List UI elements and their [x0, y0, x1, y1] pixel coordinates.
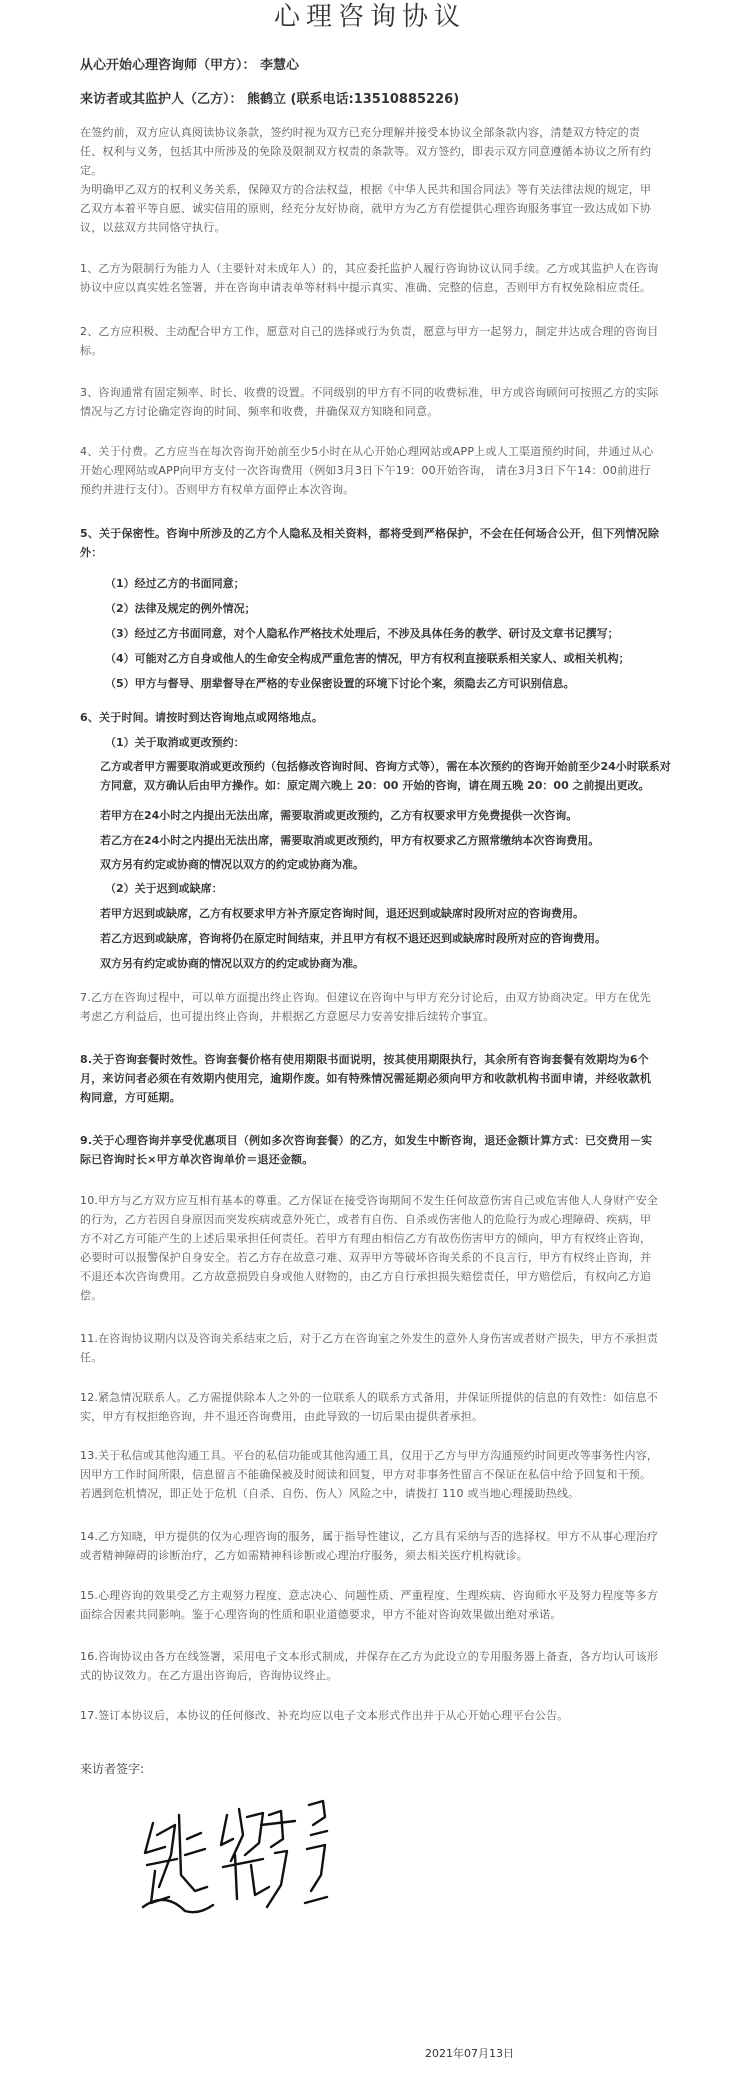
document-title: 心理咨询协议: [273, 2, 466, 32]
handwritten-signature: [135, 1795, 335, 1929]
confidentiality-item: （3）经过乙方书面同意，对个人隐私作严格技术处理后，不涉及具体任务的教学、研讨及文章书记撰写；: [105, 627, 619, 640]
signing-date: 2021年07月13日: [425, 2047, 514, 2060]
clause-10: 10.甲方与乙方双方应互相有基本的尊重。乙方保证在接受咨询期间不发生任何故意伤害自己或危害他人人身财产安全的行为，乙方若因自身原因而突发疾病或意外死亡，或者有自伤、自杀或伤害他人的危险行为或心理障碍、疾病，甲方不对乙方可能产生的上述后果承担任何责任。若甲方有理由相信乙方有故伤伤害甲方的倾向，甲方有权终止咨询，必要时可以报警保护自身安全。若乙方存在故意刁难、双弄甲方等破坏咨询关系的不良言行，甲方有权终止咨询，并不退还本次咨询费用。乙方故意损毁自身或他人财物的，由乙方自行承担损失赔偿责任，甲方赔偿后，有权向乙方追偿。: [80, 1194, 659, 1302]
clause-8: 8.关于咨询套餐时效性。咨询套餐价格有使用期限书面说明，按其使用期限执行，其余所有咨询套餐有效期均为6个月，来访问者必须在有效期内使用完，逾期作废。如有特殊情况需延期必须向甲方和收款机构书面申请，并经收款机构同意，方可延期。: [80, 1053, 652, 1104]
party-b-line: 来访者或其监护人（乙方）： 熊鹤立 (联系电话:13510885226): [80, 92, 460, 107]
clause-9: 9.关于心理咨询并享受优惠项目（例如多次咨询套餐）的乙方，如发生中断咨询，退还金额计算方式：已交费用－实际已咨询时长×甲方单次咨询单价＝退还金额。: [80, 1134, 653, 1166]
clause-1: 1、乙方为限制行为能力人（主要针对未成年人）的，其应委托监护人履行咨询协议认同手续。乙方或其监护人在咨询协议中应以真实姓名签署，并在咨询申请表单等材料中提示真实、准确、完整的信息，否则甲方有权免除相应责任。: [80, 262, 659, 294]
clause-14: 14.乙方知晓，甲方提供的仅为心理咨询的服务，属于指导性建议，乙方具有采纳与否的选择权。甲方不从事心理治疗或者精神障碍的诊断治疗，乙方如需精神科诊断或心理治疗服务，须去相关医疗机构就诊。: [80, 1530, 659, 1562]
time-cancel-rule: 双方另有约定或协商的情况以双方的约定或协商为准。: [100, 858, 364, 871]
time-cancel-rule: 若乙方在24小时之内提出无法出席，需要取消或更改预约，甲方有权要求乙方照常缴纳本次咨询费用。: [100, 834, 600, 847]
clause-13: 13.关于私信或其他沟通工具。平台的私信功能或其他沟通工具，仅用于乙方与甲方沟通预约时间更改等事务性内容，因甲方工作时间所限，信息留言不能确保被及时阅读和回复，甲方对非事务性留言不保证在私信中给予回复和干预。若遇到危机情况，即正处于危机（自杀、自伤、伤人）风险之中，请拨打 110 或当地心理援助热线。: [80, 1449, 659, 1500]
party-a-line: 从心开始心理咨询师（甲方）： 李慧心: [80, 58, 300, 73]
clause-16: 16.咨询协议由各方在线签署，采用电子文本形式制成，并保存在乙方为此设立的专用服务器上备查，各方均认可该形式的协议效力。在乙方退出咨询后，咨询协议终止。: [80, 1650, 659, 1682]
time-cancel-rule: 乙方或者甲方需要取消或更改预约（包括修改咨询时间、咨询方式等），需在本次预约的咨询开始前至少24小时联系对方同意，双方确认后由甲方操作。如：原定周六晚上 20：00 开始的咨询，请在周五晚 20：00 之前提出更改。: [100, 760, 671, 792]
clause-6-time: 6、关于时间。请按时到达咨询地点或网络地点。: [80, 711, 324, 724]
clause-5-confidentiality: 5、关于保密性。咨询中所涉及的乙方个人隐私及相关资料，都将受到严格保护，不会在任何场合公开，但下列情况除外：: [80, 527, 660, 559]
confidentiality-item: （1）经过乙方的书面同意；: [105, 577, 245, 590]
clause-11: 11.在咨询协议期内以及咨询关系结束之后，对于乙方在咨询室之外发生的意外人身伤害或者财产损失，甲方不承担责任。: [80, 1332, 659, 1364]
confidentiality-item: （2）法律及规定的例外情况；: [105, 602, 256, 615]
confidentiality-item: （5）甲方与督导、朋辈督导在严格的专业保密设置的环境下讨论个案，须隐去乙方可识别信息。: [105, 677, 575, 690]
time-late-rule: 若甲方迟到或缺席，乙方有权要求甲方补齐原定咨询时间，退还迟到或缺席时段所对应的咨询费用。: [100, 907, 584, 920]
intro-paragraph: 在签约前，双方应认真阅读协议条款，签约时视为双方已充分理解并接受本协议全部条款内容，清楚双方特定的责任、权利与义务，包括其中所涉及的免除及限制双方权责的条款等。双方签约，即表示双方同意遵循本协议之所有约定。: [80, 126, 652, 177]
confidentiality-item: （4）可能对乙方自身或他人的生命安全构成严重危害的情况，甲方有权利直接联系相关家人、或相关机构；: [105, 652, 630, 665]
clause-2: 2、乙方应积极、主动配合甲方工作，愿意对自己的选择或行为负责，愿意与甲方一起努力，制定并达成合理的咨询目标。: [80, 325, 659, 357]
clause-12: 12.紧急情况联系人。乙方需提供除本人之外的一位联系人的联系方式备用，并保证所提供的信息的有效性：如信息不实，甲方有权拒绝咨询，并不退还咨询费用，由此导致的一切后果由提供者承担。: [80, 1391, 659, 1423]
clause-15: 15.心理咨询的效果受乙方主观努力程度、意志决心、问题性质、严重程度、生理疾病、咨询师水平及努力程度等多方面综合因素共同影响。鉴于心理咨询的性质和职业道德要求，甲方不能对咨询效果做出绝对承诺。: [80, 1589, 659, 1621]
clause-7: 7.乙方在咨询过程中，可以单方面提出终止咨询。但建议在咨询中与甲方充分讨论后，由双方协商决定。甲方在优先考虑乙方利益后，也可提出终止咨询，并根据乙方意愿尽力安善安排后续转介事宜。: [80, 991, 651, 1023]
clause-3: 3、咨询通常有固定频率、时长、收费的设置。不同级别的甲方有不同的收费标准，甲方或咨询顾问可按照乙方的实际情况与乙方讨论确定咨询的时间、频率和收费，并确保双方知晓和同意。: [80, 386, 659, 418]
time-late-rule: 双方另有约定或协商的情况以双方的约定或协商为准。: [100, 957, 364, 970]
signature-label: 来访者签字:: [80, 1762, 145, 1776]
time-subheading-late: （2）关于迟到或缺席：: [105, 882, 223, 895]
time-subheading-cancel: （1）关于取消或更改预约：: [105, 736, 245, 749]
clause-4: 4、关于付费。乙方应当在每次咨询开始前至少5小时在从心开始心理网站或APP上或人工渠道预约时间，并通过从心开始心理网站或APP向甲方支付一次咨询费用（例如3月3日下午19：00开始咨询， 请在3月3日下午14：00前进行预约并进行支付）。否则甲方有权单方面停止本次咨询。: [80, 445, 654, 496]
time-cancel-rule: 若甲方在24小时之内提出无法出席，需要取消或更改预约，乙方有权要求甲方免费提供一次咨询。: [100, 809, 578, 822]
clause-17: 17.签订本协议后，本协议的任何修改、补充均应以电子文本形式作出并于从心开始心理平台公告。: [80, 1709, 569, 1722]
purpose-paragraph: 为明确甲乙双方的权利义务关系，保障双方的合法权益，根据《中华人民共和国合同法》等有关法律法规的规定，甲乙双方本着平等自愿、诚实信用的原则，经充分友好协商，就甲方为乙方有偿提供心理咨询服务事宜一致达成如下协议，以兹双方共同恪守执行。: [80, 183, 652, 234]
time-late-rule: 若乙方迟到或缺席，咨询将仍在原定时间结束，并且甲方有权不退还迟到或缺席时段所对应的咨询费用。: [100, 932, 606, 945]
